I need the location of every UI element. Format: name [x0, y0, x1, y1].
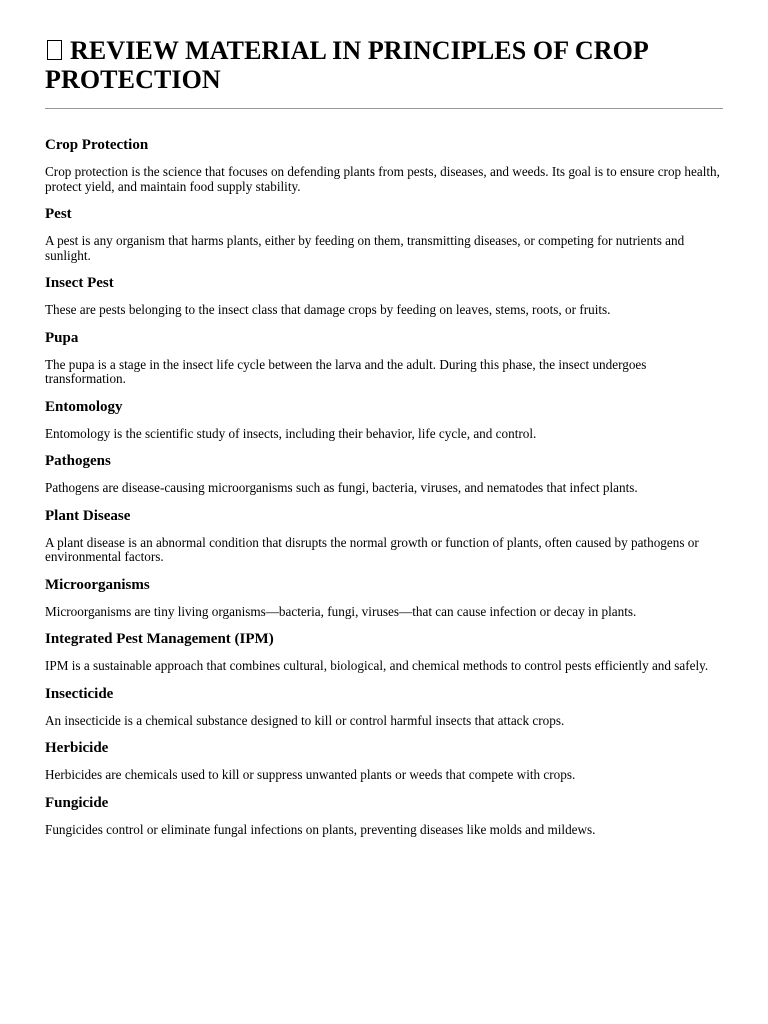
glossary-list	[45, 136, 723, 837]
glossary-entry	[45, 507, 723, 565]
glossary-entry	[45, 794, 723, 838]
glossary-entry	[45, 630, 723, 674]
entry-definition: Herbicides are chemicals used to kill or suppress unwanted plants or weeds that compete with crops.	[45, 767, 576, 782]
entry-definition: IPM is a sustainable approach that combines cultural, biological, and chemical methods to control pests efficiently and safely.	[45, 658, 709, 673]
glossary-entry	[45, 329, 723, 387]
entry-term: Entomology	[45, 398, 123, 415]
glossary-entry	[45, 205, 723, 263]
glossary-entry	[45, 685, 723, 729]
entry-definition: A plant disease is an abnormal condition that disrupts the normal growth or function of plants, often caused by pathogens or environmental factors.	[45, 534, 699, 564]
glossary-entry	[45, 452, 723, 496]
entry-term: Pupa	[45, 329, 79, 346]
page-title-text: REVIEW MATERIAL IN PRINCIPLES OF CROP PROTECTION	[45, 36, 648, 94]
entry-definition: An insecticide is a chemical substance designed to kill or control harmful insects that attack crops.	[45, 712, 565, 728]
glossary-entry	[45, 274, 723, 318]
entry-term: Plant Disease	[45, 507, 131, 524]
glossary-entry	[45, 398, 723, 442]
entry-definition: Crop protection is the science that focuses on defending plants from pests, diseases, and weeds. Its goal is to ensure crop health, protect yield, and maintain food supply stability.	[45, 164, 720, 194]
title-divider	[45, 108, 723, 109]
entry-term: Herbicide	[45, 740, 109, 756]
missing-glyph-icon	[47, 40, 62, 60]
glossary-entry	[45, 136, 723, 194]
entry-term: Crop Protection	[45, 137, 149, 153]
entry-definition: Fungicides control or eliminate fungal infections on plants, preventing diseases like molds and mildews.	[45, 821, 596, 837]
entry-definition: Entomology is the scientific study of insects, including their behavior, life cycle, and control.	[45, 425, 537, 441]
entry-term: Pest	[45, 206, 72, 222]
entry-definition: Microorganisms are tiny living organisms—bacteria, fungi, viruses—that can cause infection or decay in plants.	[45, 603, 637, 619]
entry-term: Fungicide	[45, 794, 109, 811]
entry-term: Microorganisms	[45, 576, 150, 593]
entry-term: Insect Pest	[45, 275, 114, 291]
entry-definition: A pest is any organism that harms plants, either by feeding on them, transmitting diseases, or competing for nutrients and sunlight.	[45, 233, 685, 263]
entry-definition: The pupa is a stage in the insect life cycle between the larva and the adult. During this phase, the insect undergoes transformation.	[45, 356, 647, 386]
entry-term: Insecticide	[45, 685, 114, 702]
page-title	[45, 36, 723, 94]
glossary-entry	[45, 576, 723, 620]
entry-definition: These are pests belonging to the insect class that damage crops by feeding on leaves, stems, roots, or fruits.	[45, 302, 611, 317]
entry-definition: Pathogens are disease-causing microorganisms such as fungi, bacteria, viruses, and nematodes that infect plants.	[45, 480, 638, 495]
glossary-entry	[45, 739, 723, 783]
entry-term: Pathogens	[45, 453, 111, 469]
entry-term: Integrated Pest Management (IPM)	[45, 631, 274, 647]
